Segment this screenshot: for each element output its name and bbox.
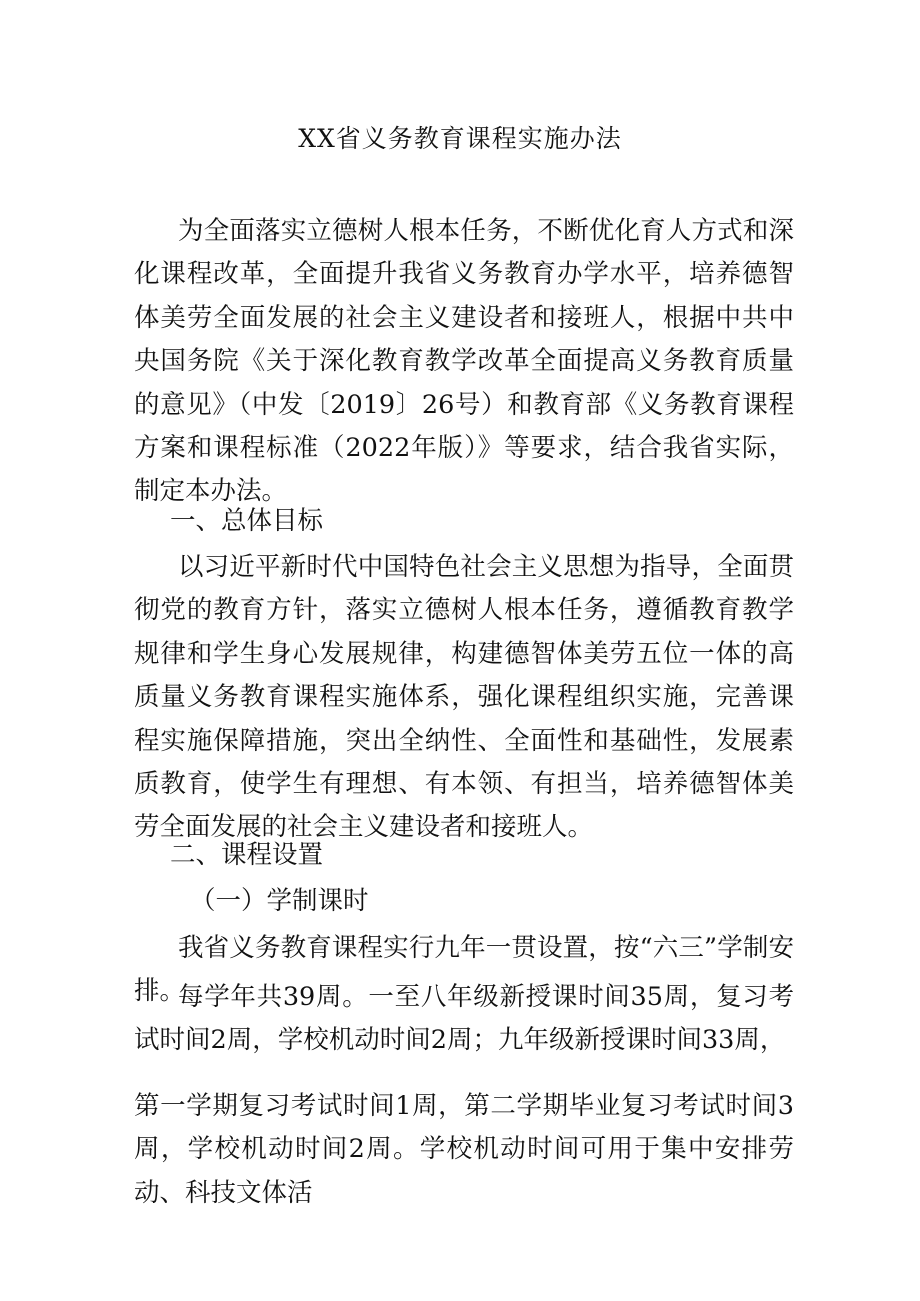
subsection-1-paragraph-3: 第一学期复习考试时间1周，第二学期毕业复习考试时间3周，学校机动时间2周。学校机动时间可用于集中安排劳动、科技文体活 (134, 1091, 794, 1208)
intro-paragraph: 为全面落实立德树人根本任务，不断优化育人方式和深化课程改革，全面提升我省义务教育办学水平，培养德智体美劳全面发展的社会主义建设者和接班人，根据中共中央国务院《关于深化教育教学改革全面提高义务教育质量的意见》（中发〔2019〕26号）和教育部《义务教育课程方案和课程标准（2022年版）》等要求，结合我省实际，制定本办法。 (134, 216, 794, 507)
section-1-paragraph: 以习近平新时代中国特色社会主义思想为指导，全面贯彻党的教育方针，落实立德树人根本任务，遵循教育教学规律和学生身心发展规律，构建德智体美劳五位一体的高质量义务教育课程实施体系，强化课程组织实施，完善课程实施保障措施，突出全纳性、全面性和基础性，发展素质教育，使学生有理想、有本领、有担当，培养德智体美劳全面发展的社会主义建设者和接班人。 (134, 552, 794, 843)
subsection-1-paragraph-2: 每学年共39周。一至八年级新授课时间35周，复习考试时间2周，学校机动时间2周；九年级新授课时间33周， (134, 982, 794, 1056)
subsection-1-heading: （一）学制课时 (190, 886, 369, 916)
subsection-1-paragraph-1: 我省义务教育课程实行九年一贯设置，按“六三”学制安排。 (134, 933, 794, 1007)
document-title: XX省义务教育课程实施办法 (298, 124, 622, 153)
section-2-heading: 二、课程设置 (170, 840, 324, 870)
section-1-heading: 一、总体目标 (170, 506, 324, 536)
